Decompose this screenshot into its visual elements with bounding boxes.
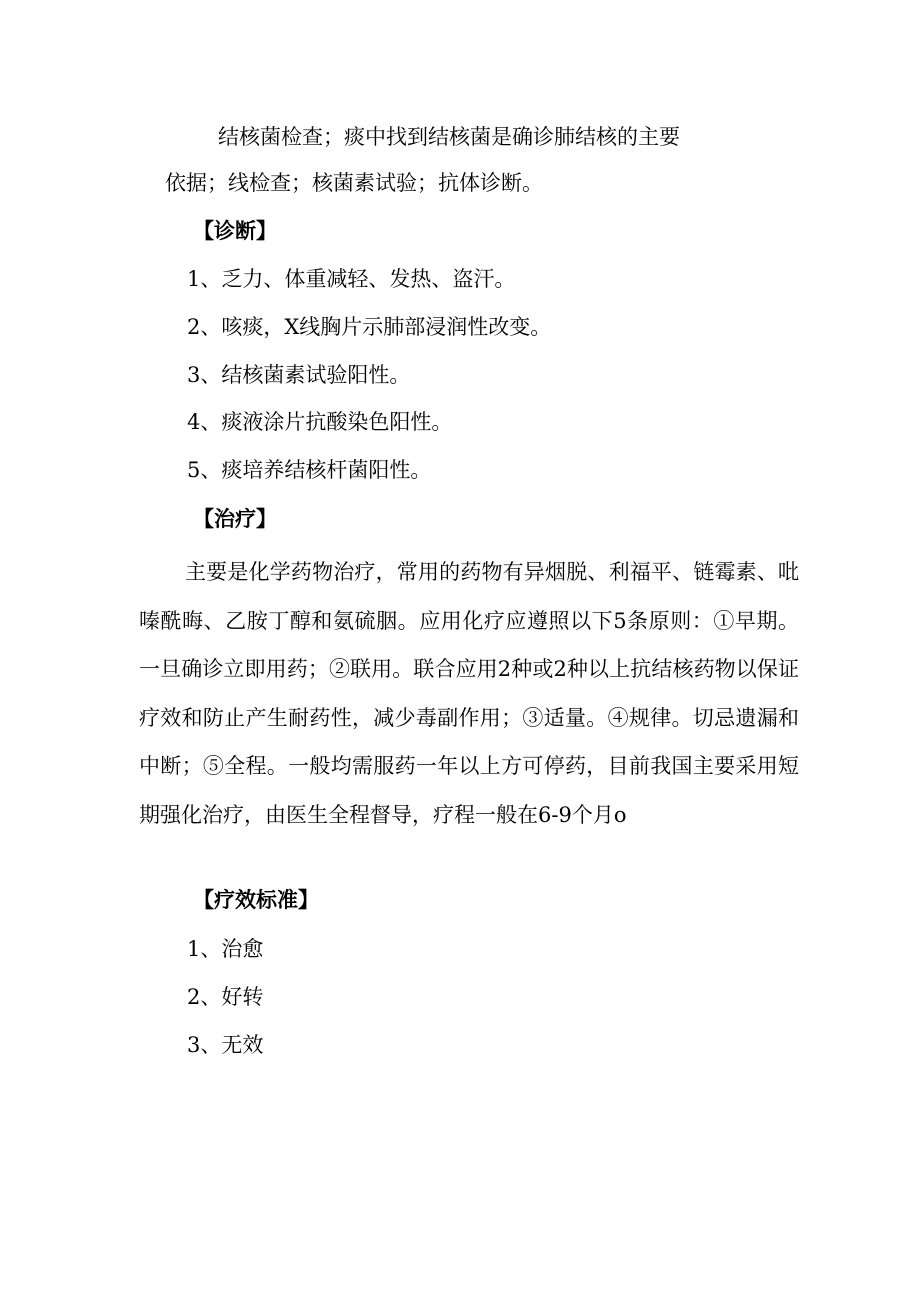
efficacy-item-1: 1、治愈 (187, 937, 264, 961)
intro-line-2: 依据；线检查；核菌素试验；抗体诊断。 (165, 171, 543, 195)
diagnosis-heading: 【诊断】 (193, 218, 277, 243)
efficacy-item-3: 3、无效 (187, 1033, 264, 1057)
diagnosis-item-5: 5、痰培养结核杆菌阳性。 (187, 458, 432, 482)
intro-line-1: 结核菌检查；痰中找到结核菌是确诊肺结核的主要 (218, 125, 680, 149)
efficacy-heading: 【疗效标准】 (193, 887, 319, 912)
diagnosis-item-4: 4、痰液涂片抗酸染色阳性。 (187, 410, 453, 434)
treatment-heading: 【治疗】 (193, 506, 277, 531)
diagnosis-item-1: 1、乏力、体重减轻、发热、盗汗。 (187, 267, 516, 291)
diagnosis-item-3: 3、结核菌素试验阳性。 (187, 363, 411, 387)
treatment-paragraph: 主要是化学药物治疗，常用的药物有异烟脱、利福平、链霉素、吡嗪酰晦、乙胺丁醇和氨硫胭。应用化疗应遵照以下5条原则：①早期。一旦确诊立即用药；②联用。联合应用2种或2种以上抗结核药物以保证疗效和防止产生耐药性，减少毒副作用；③适量。④规律。切忌遗漏和中断；⑤全程。一般均需服药一年以上方可停药，目前我国主要采用短期强化治疗，由医生全程督导，疗程一般在6-9个月o (139, 560, 799, 827)
efficacy-item-2: 2、好转 (187, 985, 264, 1009)
diagnosis-item-2: 2、咳痰，X线胸片示肺部浸润性改变。 (187, 315, 552, 339)
